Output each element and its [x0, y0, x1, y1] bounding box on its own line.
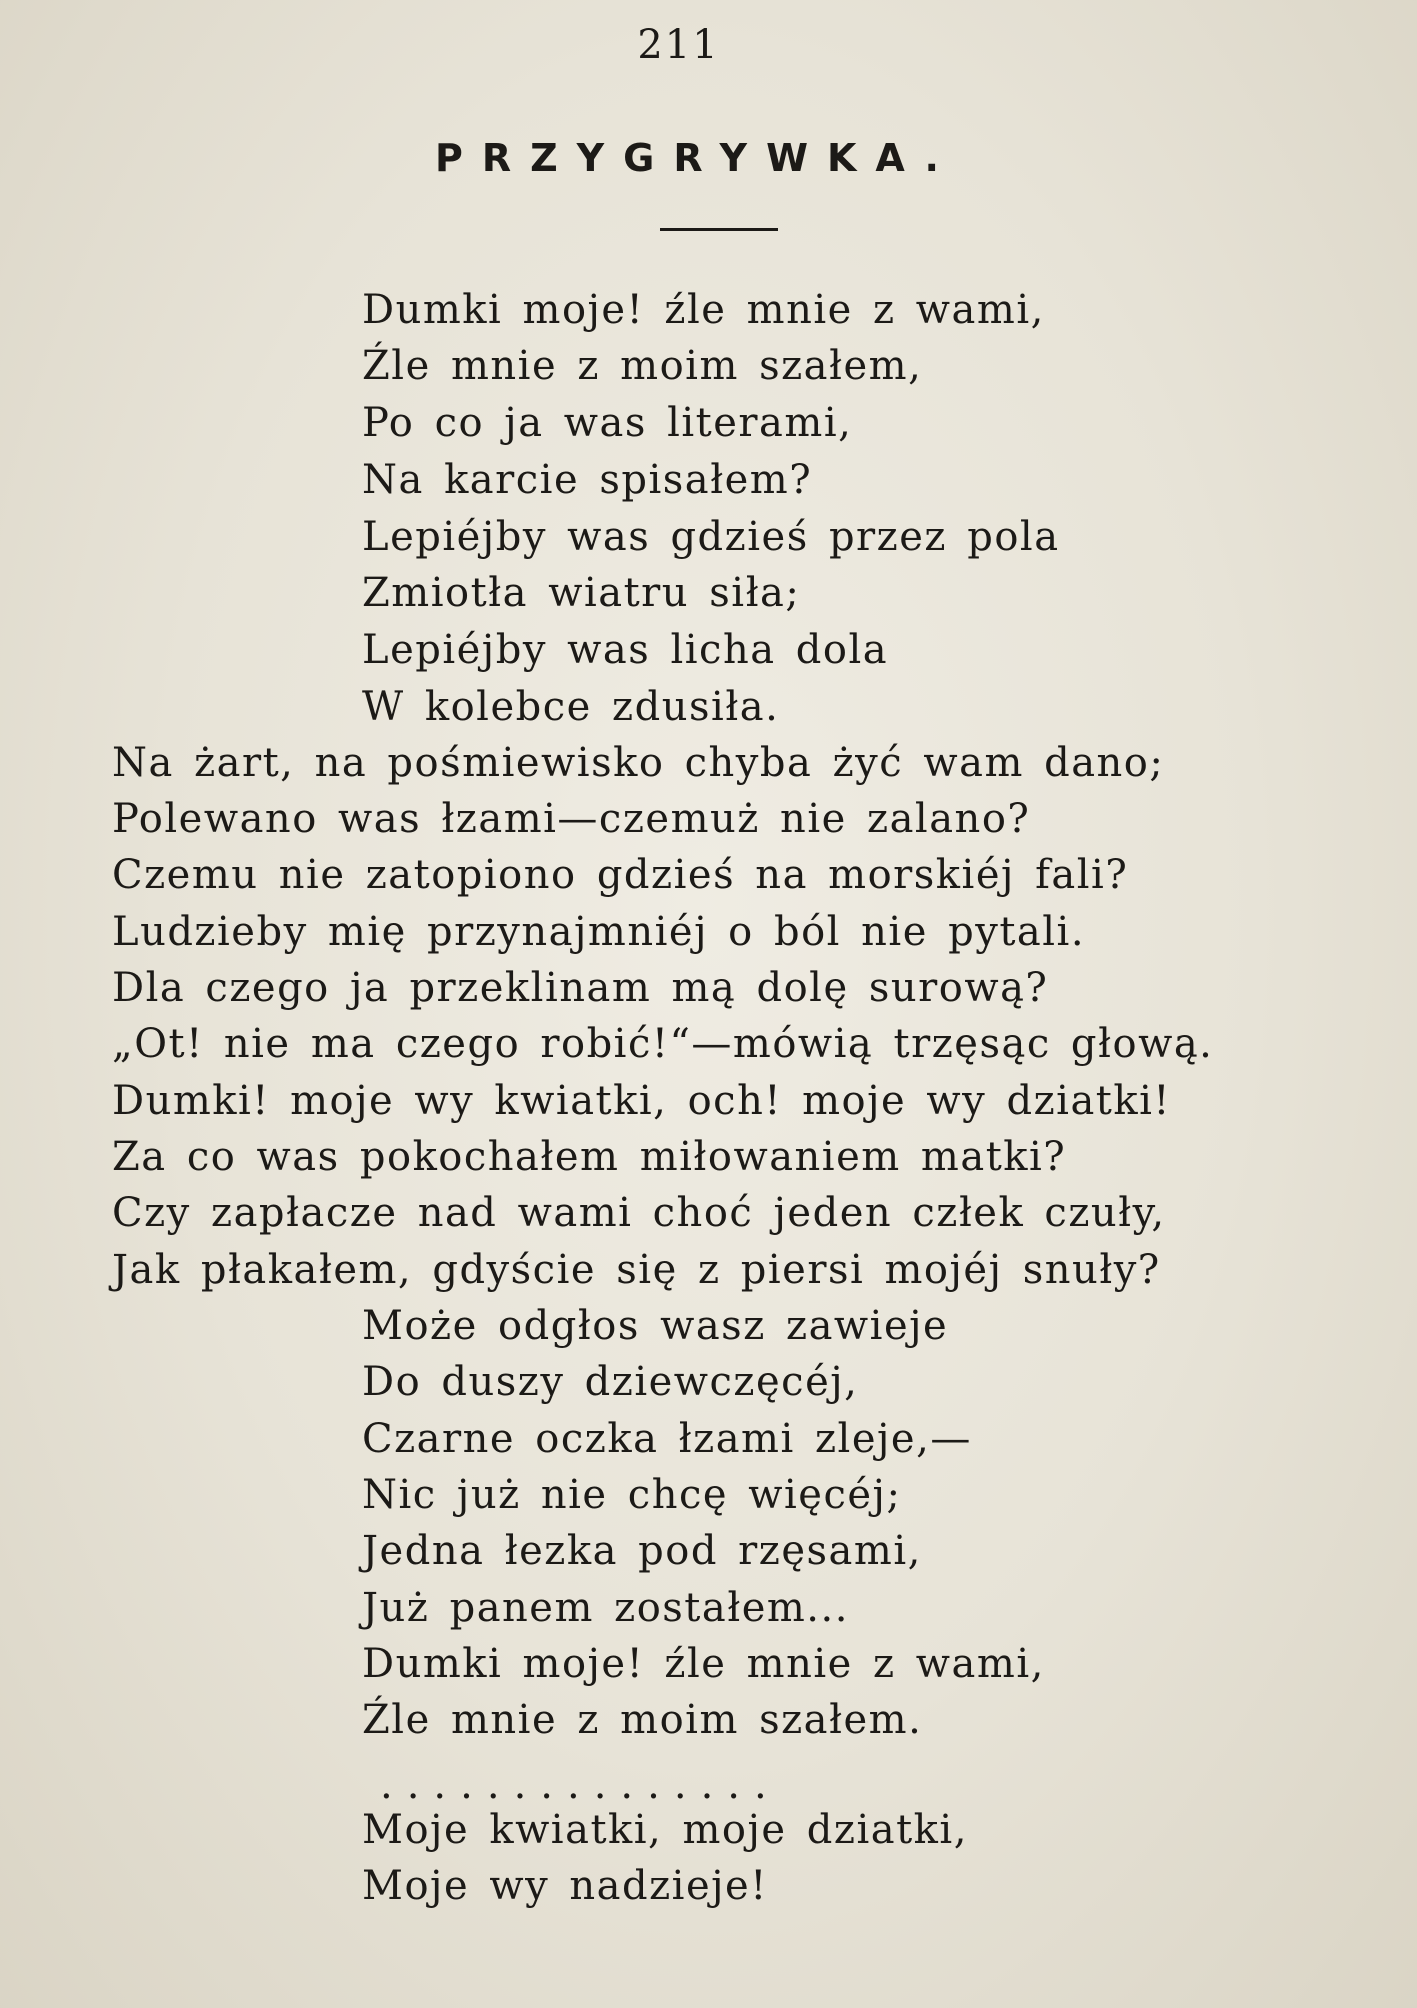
poem-line: Źle mnie z moim szałem.	[362, 1697, 923, 1743]
poem-line: Już panem zostałem...	[362, 1585, 849, 1631]
poem-line: Dumki moje! źle mnie z wami,	[362, 1641, 1045, 1687]
poem-line: Czarne oczka łzami zleje,—	[362, 1416, 972, 1462]
poem-line: Lepiéjby was gdzieś przez pola	[362, 514, 1060, 560]
ellipsis-row: ...............	[380, 1762, 781, 1808]
poem-line: Dla czego ja przeklinam mą dolę surową?	[112, 965, 1049, 1011]
poem-line: Ludzieby mię przynajmniéj o ból nie pytali.	[112, 909, 1086, 955]
poem-line: Lepiéjby was licha dola	[362, 627, 889, 673]
poem-line: Po co ja was literami,	[362, 400, 853, 446]
poem-line: Dumki! moje wy kwiatki, och! moje wy dziatki!	[112, 1078, 1171, 1124]
poem-line: W kolebce zdusiła.	[362, 684, 780, 730]
poem-title: PRZYGRYWKA.	[435, 136, 958, 180]
poem-line: „Ot! nie ma czego robić!“—mówią trzęsąc głową.	[112, 1021, 1214, 1067]
poem-line: Moje kwiatki, moje dziatki,	[362, 1807, 968, 1853]
poem-line: Może odgłos wasz zawieje	[362, 1303, 949, 1349]
poem-line: Moje wy nadzieje!	[362, 1863, 768, 1909]
poem-line: Polewano was łzami—czemuż nie zalano?	[112, 796, 1031, 842]
poem-line: Dumki moje! źle mnie z wami,	[362, 287, 1045, 333]
poem-line: Na żart, na pośmiewisko chyba żyć wam dano;	[112, 740, 1165, 786]
poem-line: Jak płakałem, gdyście się z piersi mojéj snuły?	[112, 1247, 1161, 1293]
page-number: 211	[637, 22, 720, 68]
title-rule	[660, 228, 778, 231]
poem-line: Na karcie spisałem?	[362, 457, 813, 503]
poem-line: Czy zapłacze nad wami choć jeden człek czuły,	[112, 1190, 1166, 1236]
poem-line: Do duszy dziewczęcéj,	[362, 1359, 859, 1405]
poem-line: Za co was pokochałem miłowaniem matki?	[112, 1134, 1067, 1180]
poem-line: Nic już nie chcę więcéj;	[362, 1472, 902, 1518]
poem-line: Źle mnie z moim szałem,	[362, 343, 923, 389]
poem-line: Jedna łezka pod rzęsami,	[362, 1528, 922, 1574]
poem-line: Zmiotła wiatru siła;	[362, 570, 801, 616]
poem-line: Czemu nie zatopiono gdzieś na morskiéj fali?	[112, 852, 1129, 898]
